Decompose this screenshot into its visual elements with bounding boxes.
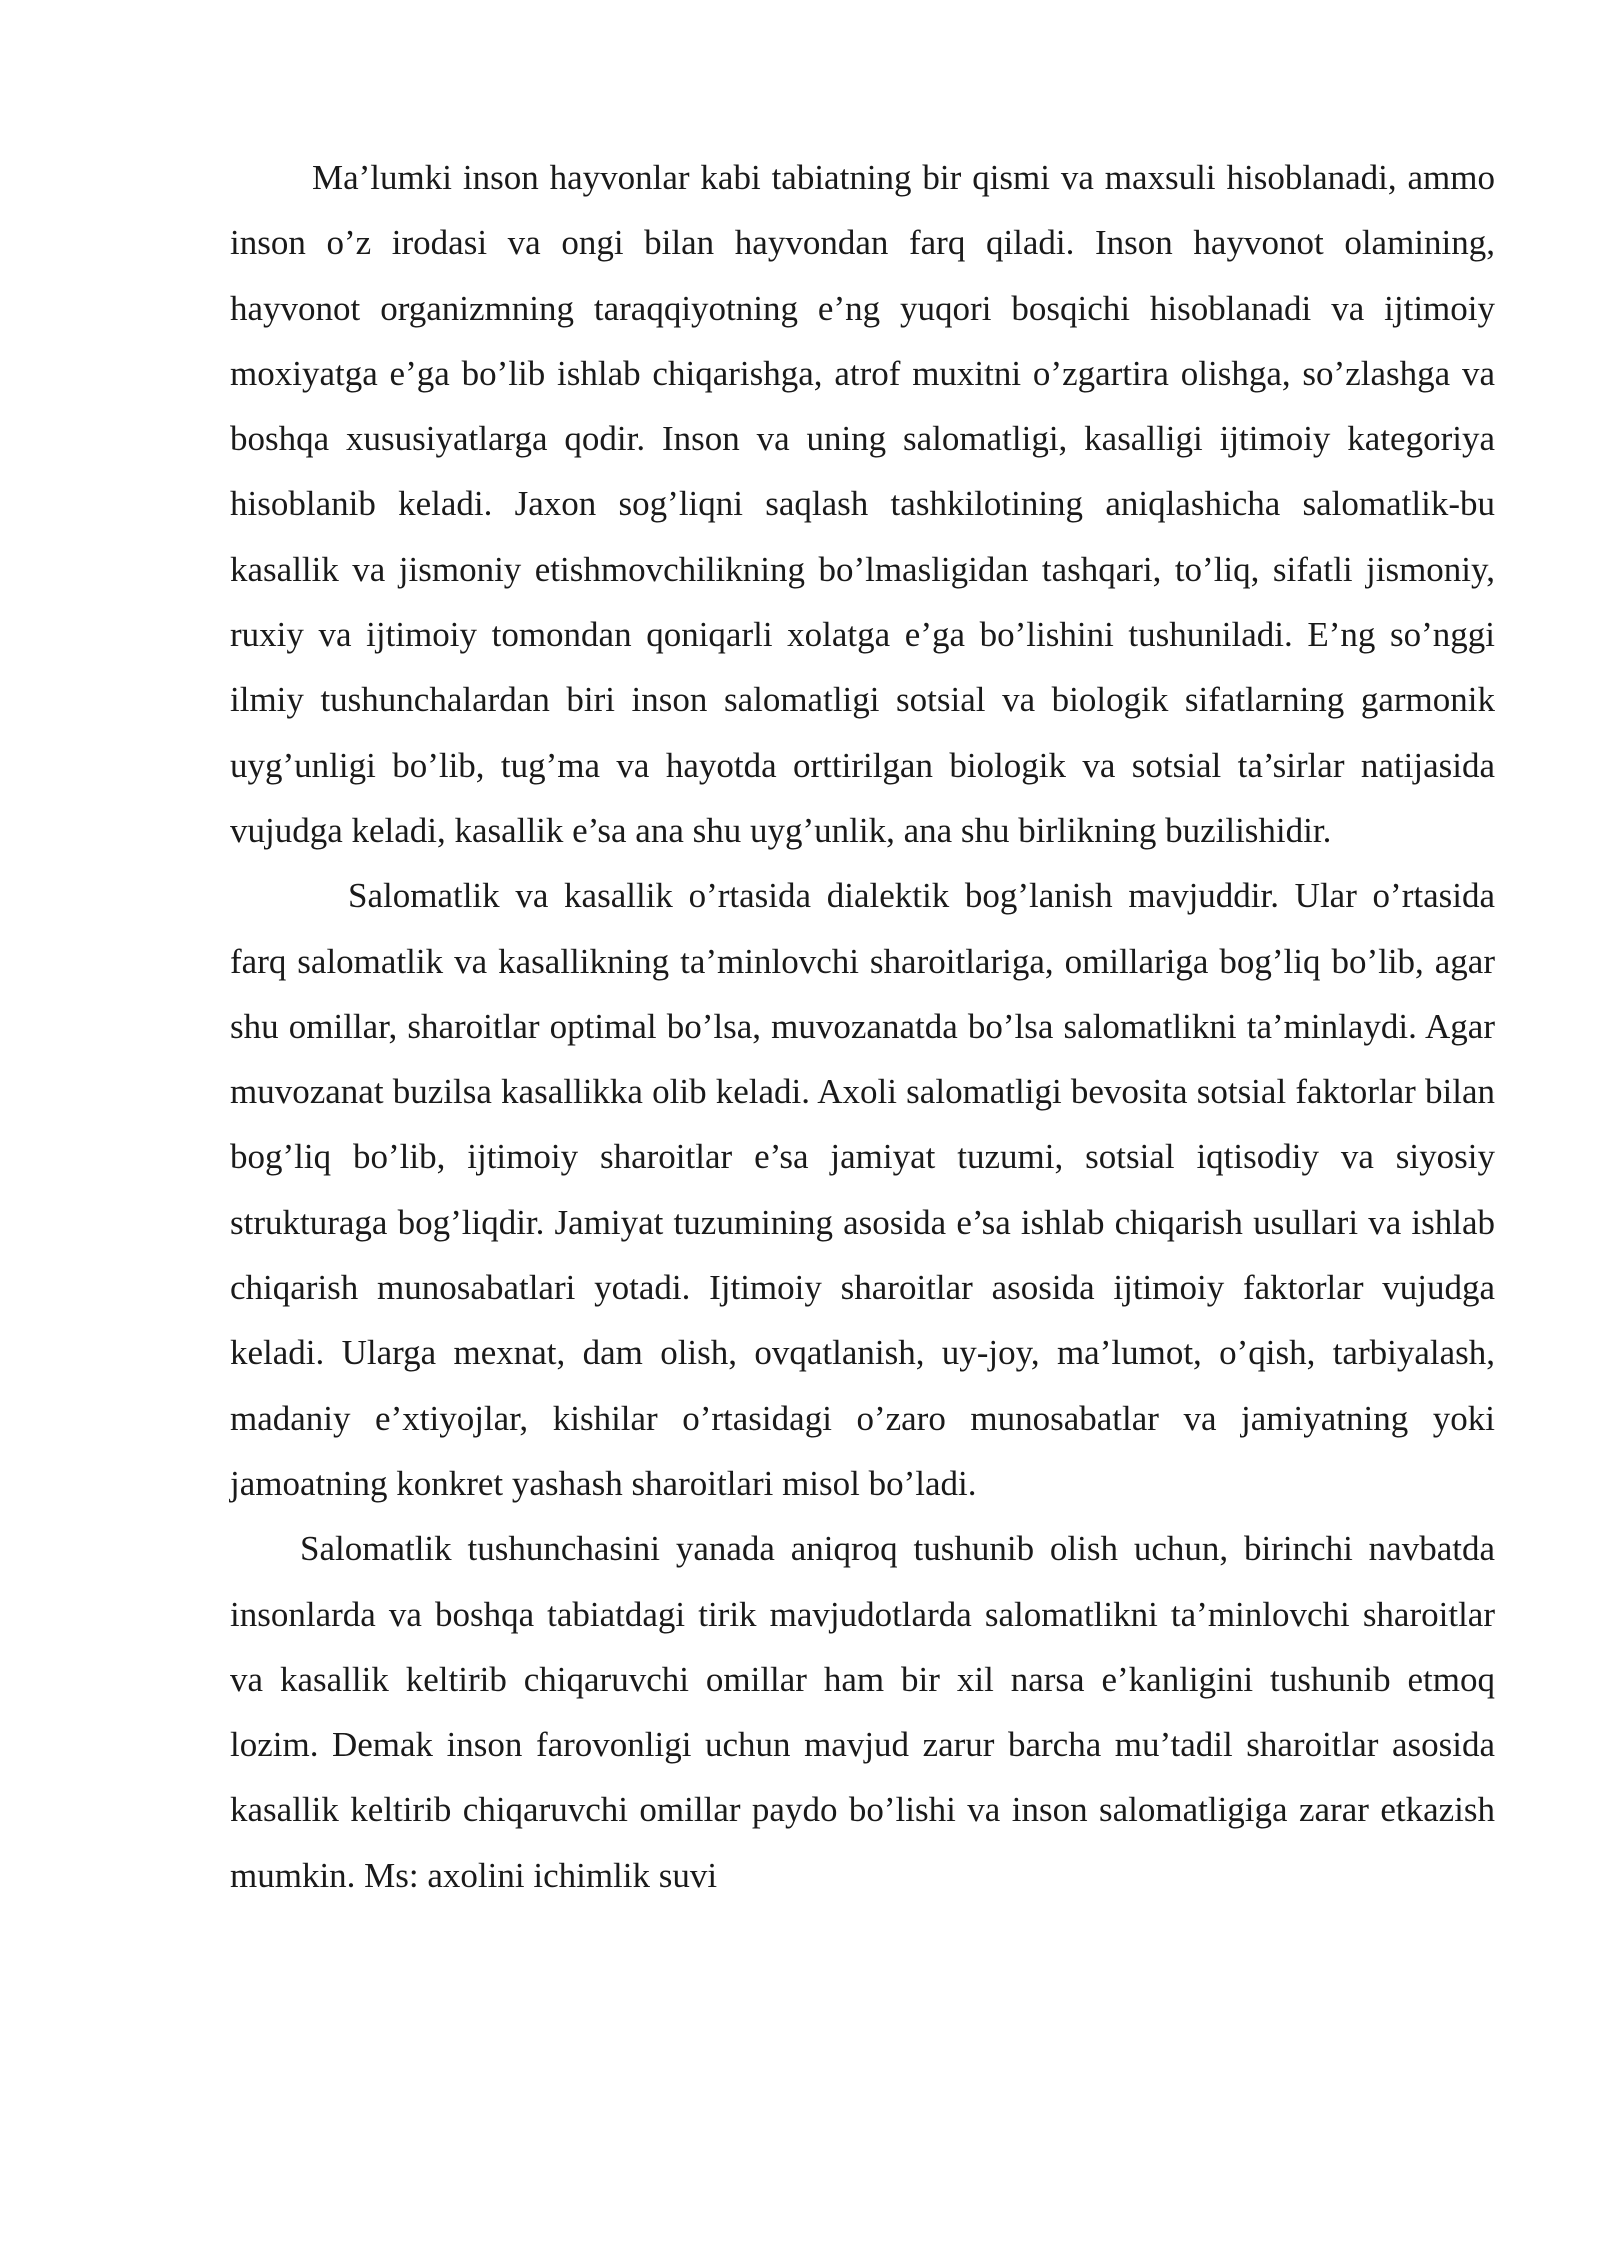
paragraph-2: Salomatlik va kasallik o’rtasida dialektik bog’lanish mavjuddir. Ular o’rtasida farq salomatlik va kasallikning ta’minlovchi sharoitlariga, omillariga bog’liq bo’lib, agar shu omillar, sharoitlar optimal bo’lsa, muvozanatda bo’lsa salomatlikni ta’minlaydi. Agar muvozanat buzilsa kasallikka olib keladi. Axoli salomatligi bevosita sotsial faktorlar bilan bog’liq bo’lib, ijtimoiy sharoitlar e’sa jamiyat tuzumi, sotsial iqtisodiy va siyosiy strukturaga bog’liqdir. Jamiyat tuzumining asosida e’sa ishlab chiqarish usullari va ishlab chiqarish munosabatlari yotadi. Ijtimoiy sharoitlar asosida ijtimoiy faktorlar vujudga keladi. Ularga mexnat, dam olish, ovqatlanish, uy-joy, ma’lumot, o’qish, tarbiyalash, madaniy e’xtiyojlar, kishilar o’rtasidagi o’zaro munosabatlar va jamiyatning yoki jamoatning konkret yashash sharoitlari misol bo’ladi. — [230, 876, 1495, 1503]
document-body — [230, 145, 1495, 1908]
paragraph-1: Ma’lumki inson hayvonlar kabi tabiatning bir qismi va maxsuli hisoblanadi, ammo inson o’z irodasi va ongi bilan hayvondan farq qiladi. Inson hayvonot olamining, hayvonot organizmning taraqqiyotning e’ng yuqori bosqichi hisoblanadi va ijtimoiy moxiyatga e’ga bo’lib ishlab chiqarishga, atrof muxitni o’zgartira olishga, so’zlashga va boshqa xususiyatlarga qodir. Inson va uning salomatligi, kasalligi ijtimoiy kategoriya hisoblanib keladi. Jaxon sog’liqni saqlash tashkilotining aniqlashicha salomatlik-bu kasallik va jismoniy etishmovchilikning bo’lmasligidan tashqari, to’liq, sifatli jismoniy, ruxiy va ijtimoiy tomondan qoniqarli xolatga e’ga bo’lishini tushuniladi. E’ng so’nggi ilmiy tushunchalardan biri inson salomatligi sotsial va biologik sifatlarning garmonik uyg’unligi bo’lib, tug’ma va hayotda orttirilgan biologik va sotsial ta’sirlar natijasida vujudga keladi, kasallik e’sa ana shu uyg’unlik, ana shu birlikning buzilishidir. — [230, 158, 1495, 850]
paragraph-3: Salomatlik tushunchasini yanada aniqroq tushunib olish uchun, birinchi navbatda insonlarda va boshqa tabiatdagi tirik mavjudotlarda salomatlikni ta’minlovchi sharoitlar va kasallik keltirib chiqaruvchi omillar ham bir xil narsa e’kanligini tushunib etmoq lozim. Demak inson farovonligi uchun mavjud zarur barcha mu’tadil sharoitlar asosida kasallik keltirib chiqaruvchi omillar paydo bo’lishi va inson salomatligiga zarar etkazish mumkin. Ms: axolini ichimlik suvi — [230, 1529, 1495, 1895]
